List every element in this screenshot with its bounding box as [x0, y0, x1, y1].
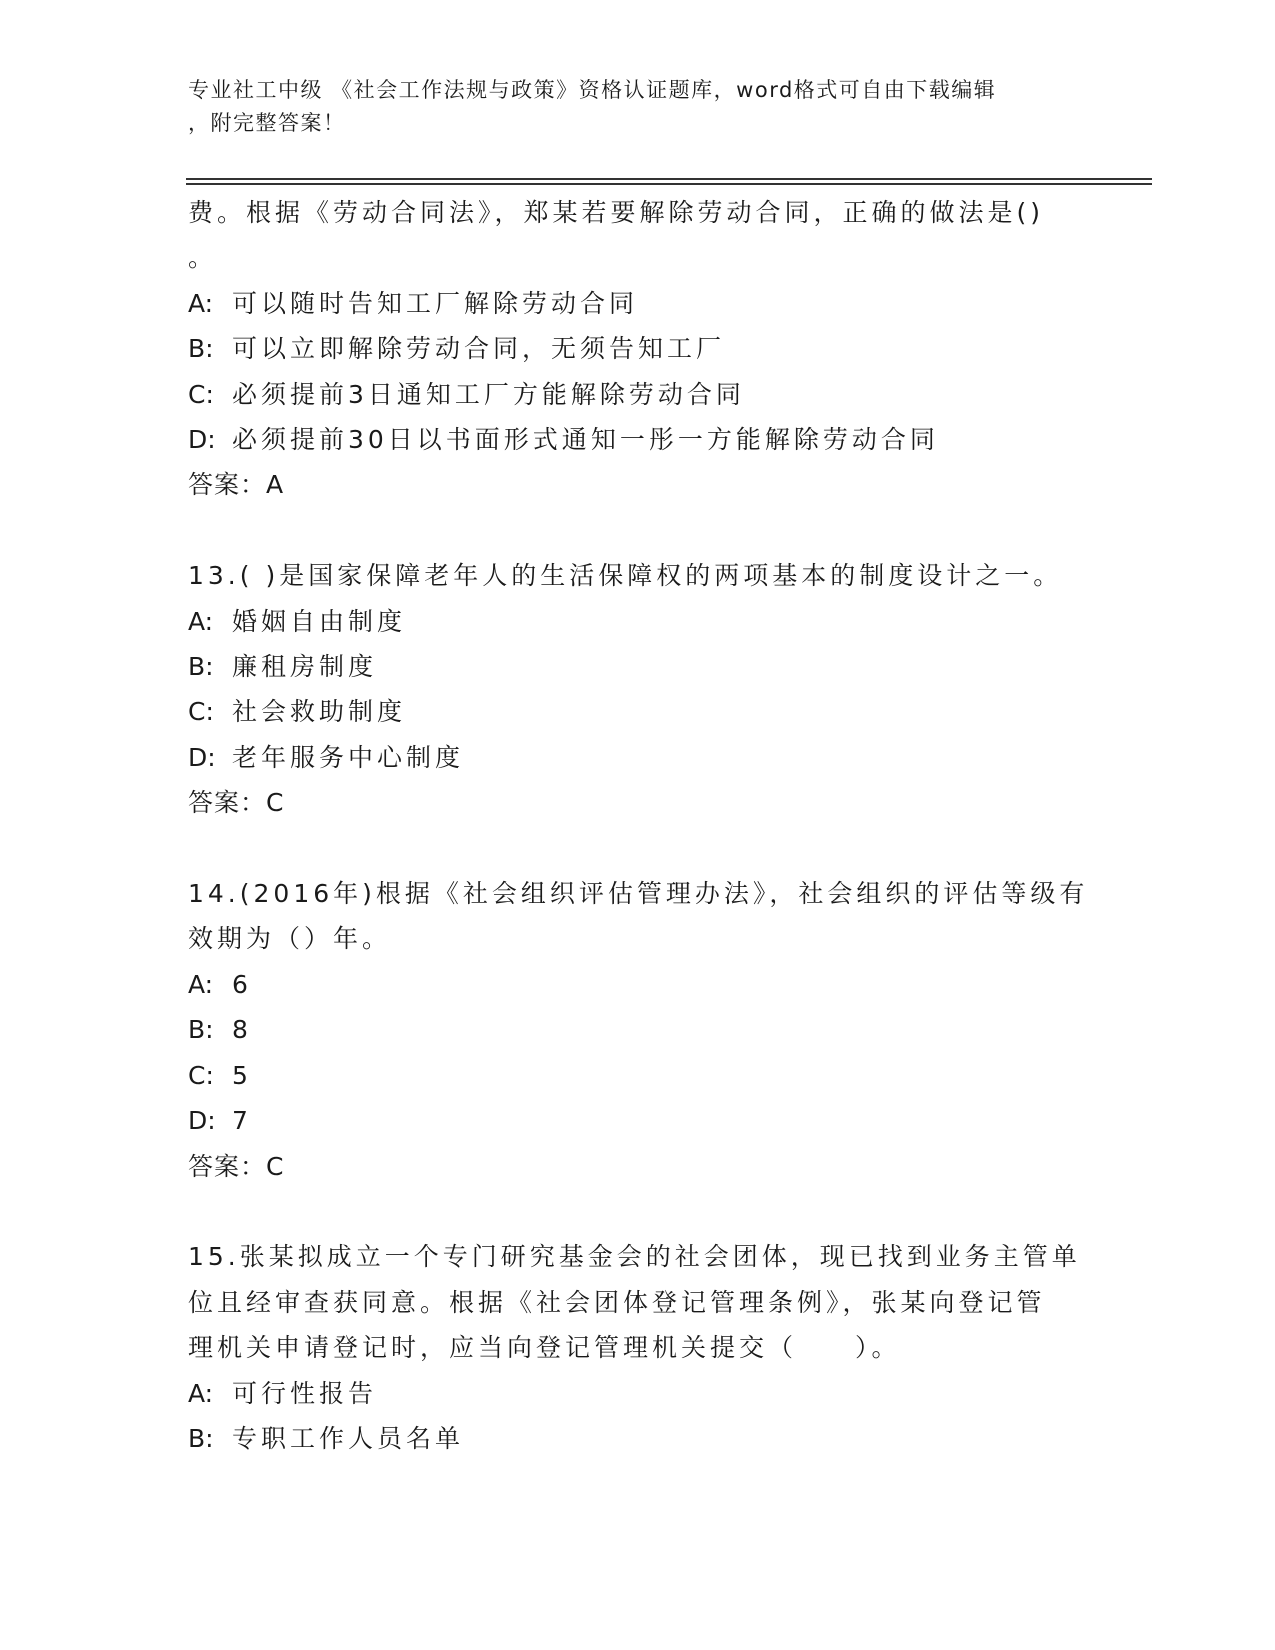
option-a [188, 599, 1108, 644]
header-line-2: ，附完整答案！ [188, 111, 346, 135]
option-c [188, 372, 1108, 417]
option-c [188, 689, 1108, 734]
option-c [188, 1053, 1108, 1098]
option-d [188, 1098, 1108, 1143]
option-letter: A: [188, 969, 214, 999]
option-letter: B: [188, 1423, 214, 1453]
header-line-1: 专业社工中级 《社会工作法规与政策》资格认证题库，word格式可自由下载编辑 [188, 78, 997, 102]
option-d [188, 735, 1108, 780]
option-a [188, 962, 1108, 1007]
option-text: 老年服务中心制度 [232, 742, 465, 772]
page-header [188, 74, 1088, 140]
option-b [188, 1416, 1108, 1461]
question-12 [188, 190, 1108, 508]
answer-line: 答案：A [188, 470, 285, 500]
option-text: 廉租房制度 [232, 652, 378, 682]
option-b [188, 326, 1108, 371]
option-letter: D: [188, 425, 216, 455]
option-text: 7 [232, 1106, 252, 1136]
option-letter: A: [188, 606, 214, 636]
option-text: 可行性报告 [232, 1378, 378, 1408]
option-text: 可以立即解除劳动合同，无须告知工厂 [232, 334, 726, 364]
option-text: 8 [232, 1015, 252, 1045]
option-b [188, 644, 1108, 689]
question-stem: 位且经审查获同意。根据《社会团体登记管理条例》，张某向登记管 [188, 1287, 1046, 1317]
option-letter: A: [188, 1378, 214, 1408]
option-letter: C: [188, 1060, 214, 1090]
option-text: 可以随时告知工厂解除劳动合同 [232, 288, 639, 318]
option-a [188, 1371, 1108, 1416]
option-text: 婚姻自由制度 [232, 606, 407, 636]
option-letter: C: [188, 379, 214, 409]
question-13 [188, 553, 1108, 825]
option-text: 专职工作人员名单 [232, 1423, 465, 1453]
question-stem: 15.张某拟成立一个专门研究基金会的社会团体，现已找到业务主管单 [188, 1242, 1081, 1272]
option-text: 6 [232, 969, 252, 999]
question-stem: 13.( )是国家保障老年人的生活保障权的两项基本的制度设计之一。 [188, 561, 1063, 591]
question-stem: 效期为（）年。 [188, 924, 392, 954]
option-d [188, 417, 1108, 462]
option-text: 必须提前3日通知工厂方能解除劳动合同 [232, 379, 745, 409]
option-letter: B: [188, 1015, 214, 1045]
option-letter: C: [188, 697, 214, 727]
document-body [188, 190, 1108, 1461]
question-15 [188, 1234, 1108, 1461]
option-letter: D: [188, 1106, 216, 1136]
question-14 [188, 871, 1108, 1189]
answer-line: 答案：C [188, 788, 285, 818]
question-stem: 费。根据《劳动合同法》，郑某若要解除劳动合同，正确的做法是() [188, 198, 1045, 227]
option-a [188, 281, 1108, 326]
question-stem: 。 [188, 243, 218, 273]
option-text: 社会救助制度 [232, 697, 407, 727]
option-text: 必须提前30日以书面形式通知一彤一方能解除劳动合同 [232, 425, 939, 455]
header-divider-bottom [186, 183, 1152, 185]
option-letter: D: [188, 742, 216, 772]
option-b [188, 1007, 1108, 1052]
question-stem: 理机关申请登记时，应当向登记管理机关提交（ ）。 [188, 1333, 901, 1363]
question-stem: 14.(2016年)根据《社会组织评估管理办法》，社会组织的评估等级有 [188, 879, 1089, 909]
option-letter: B: [188, 652, 214, 682]
option-text: 5 [232, 1060, 252, 1090]
option-letter: A: [188, 288, 214, 318]
header-divider-top [186, 178, 1152, 180]
option-letter: B: [188, 334, 214, 364]
answer-line: 答案：C [188, 1151, 285, 1181]
